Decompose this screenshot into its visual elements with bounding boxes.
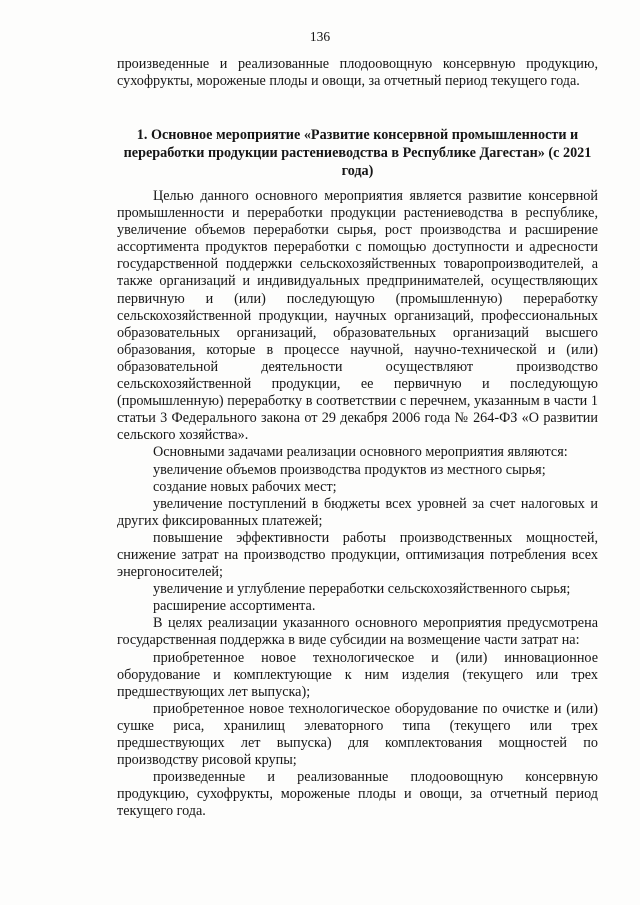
paragraph-goal: Целью данного основного мероприятия является развитие консервной промышленности и переработки продукции растениеводства в республике, увеличение объемов переработки сырья, рост производства и расширение ассортимента продуктов переработки с помощью доступности и адресности государственной поддержки сельскохозяйственных товаропроизводителей, а также организаций и индивидуальных предпринимателей, осуществляющих первичную и (или) последующую (промышленную) переработку сельскохозяйственной продукции, научных организаций, профессиональных образовательных организаций, образовательных организаций высшего образования, которые в процессе научной, научно-технической и (или) образовательной деятельности осуществляют производство сельскохозяйственной продукции, ее первичную и последующую (промышленную) переработку в соответствии с перечнем, указанным в части 1 статьи 3 Федерального закона от 29 декабря 2006 года № 264-ФЗ «О развитии сельского хозяйства». (117, 188, 598, 444)
support-item: приобретенное новое технологическое и (или) инновационное оборудование и комплектующие к ним изделия (текущего или трех предшествующих лет выпуска); (117, 649, 598, 700)
task-item: увеличение объемов производства продуктов из местного сырья; (153, 461, 546, 478)
task-item: расширение ассортимента. (153, 598, 316, 615)
page-number: 136 (309, 29, 331, 44)
task-item: увеличение поступлений в бюджеты всех уровней за счет налоговых и других фиксированных платежей; (117, 495, 598, 529)
task-item: создание новых рабочих мест; (153, 478, 337, 495)
section-heading: 1. Основное мероприятие «Развитие консервной промышленности и переработки продукции растениеводства в Республике Дагестан» (с 2021 года) (123, 127, 592, 179)
section-body (117, 188, 598, 820)
intro-fragment (117, 56, 598, 90)
paragraph-tasks-intro: Основными задачами реализации основного мероприятия являются: (153, 444, 568, 461)
support-item: приобретенное новое технологическое оборудование по очистке и (или) сушке риса, хранилищ элеваторного типа (текущего или трех предшествующих лет выпуска) для комплектования мощностей по производству рисовой крупы; (117, 700, 598, 769)
task-item: увеличение и углубление переработки сельскохозяйственного сырья; (153, 581, 571, 598)
paragraph-support-intro: В целях реализации указанного основного мероприятия предусмотрена государственная поддержка в виде субсидии на возмещение части затрат на: (117, 615, 598, 649)
task-item: повышение эффективности работы производственных мощностей, снижение затрат на производство продукции, оптимизация потребления всех энергоносителей; (117, 529, 598, 581)
intro-paragraph: произведенные и реализованные плодоовощную консервную продукцию, сухофрукты, мороженые плоды и овощи, за отчетный период текущего года. (117, 56, 598, 90)
support-item: произведенные и реализованные плодоовощную консервную продукцию, сухофрукты, мороженые плоды и овощи, за отчетный период текущего года. (117, 769, 598, 820)
